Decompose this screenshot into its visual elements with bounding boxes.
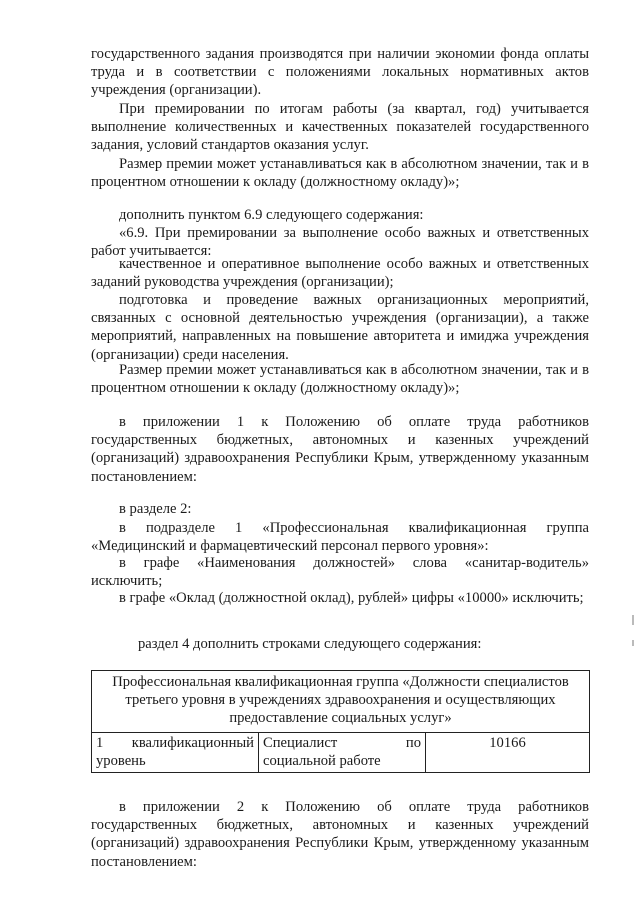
paragraph-2: При премировании по итогам работы (за квартал, год) учитывается выполнение количественных и качественных показателей государственного задания, условий стандартов оказания услуг. — [91, 101, 589, 154]
table-row — [92, 732, 590, 772]
paragraph-3: Размер премии может устанавливаться как в абсолютном значении, так и в процентном отношении к окладу (должностному окладу)»; — [91, 156, 589, 191]
paragraph-13: в графе «Оклад (должностной оклад), рублей» цифры «10000» исключить; — [119, 590, 584, 606]
scan-mark — [632, 640, 634, 646]
paragraph-7: подготовка и проведение важных организационных мероприятий, связанных с основной деятельностью учреждения (организации), а также мероприятий, направленных на повышение авторитета и имиджа учреждения (организации) среди населения. — [91, 292, 589, 363]
paragraph-8: Размер премии может устанавливаться как в абсолютном значении, так и в процентном отношении к окладу (должностному окладу)»; — [91, 362, 589, 397]
paragraph-1: государственного задания производятся при наличии экономии фонда оплаты труда и в соответствии с положениями локальных нормативных актов учреждения (организации). — [91, 46, 589, 99]
level-line-1: 1 квалификационный — [96, 734, 254, 751]
paragraph-12: в графе «Наименования должностей» слова «санитар-водитель» исключить; — [91, 555, 589, 590]
salary-cell: 10166 — [426, 732, 590, 772]
paragraph-6: качественное и оперативное выполнение особо важных и ответственных заданий руководства учреждения (организации); — [91, 256, 589, 291]
table-header-cell: Профессиональная квалификационная группа «Должности специалистов третьего уровня в учреждениях здравоохранения и осуществляющих предоставление социальных услуг» — [92, 671, 590, 733]
position-cell — [259, 732, 426, 772]
paragraph-14: раздел 4 дополнить строками следующего содержания: — [138, 636, 482, 652]
paragraph-4: дополнить пунктом 6.9 следующего содержания: — [119, 207, 424, 223]
level-line-2: уровень — [96, 752, 146, 769]
qualification-level-cell — [92, 732, 259, 772]
paragraph-9: в приложении 1 к Положению об оплате труда работников государственных бюджетных, автономных и казенных учреждений (организаций) здравоохранения Республики Крым, утвержденному указанным постановлением: — [91, 414, 589, 485]
paragraph-10: в разделе 2: — [119, 501, 192, 517]
table-header-row — [92, 671, 590, 733]
paragraph-15: в приложении 2 к Положению об оплате труда работников государственных бюджетных, автономных и казенных учреждений (организаций) здравоохранения Республики Крым, утвержденному указанным постановлением: — [91, 799, 589, 870]
paragraph-5: «6.9. При премировании за выполнение особо важных и ответственных работ учитывается: — [91, 225, 589, 260]
position-line-2: социальной работе — [263, 752, 381, 769]
qualification-table — [91, 670, 590, 773]
paragraph-11: в подразделе 1 «Профессиональная квалификационная группа «Медицинский и фармацевтический персонал первого уровня»: — [91, 520, 589, 555]
scan-mark — [632, 615, 634, 625]
position-line-1: Специалист по — [263, 734, 421, 751]
